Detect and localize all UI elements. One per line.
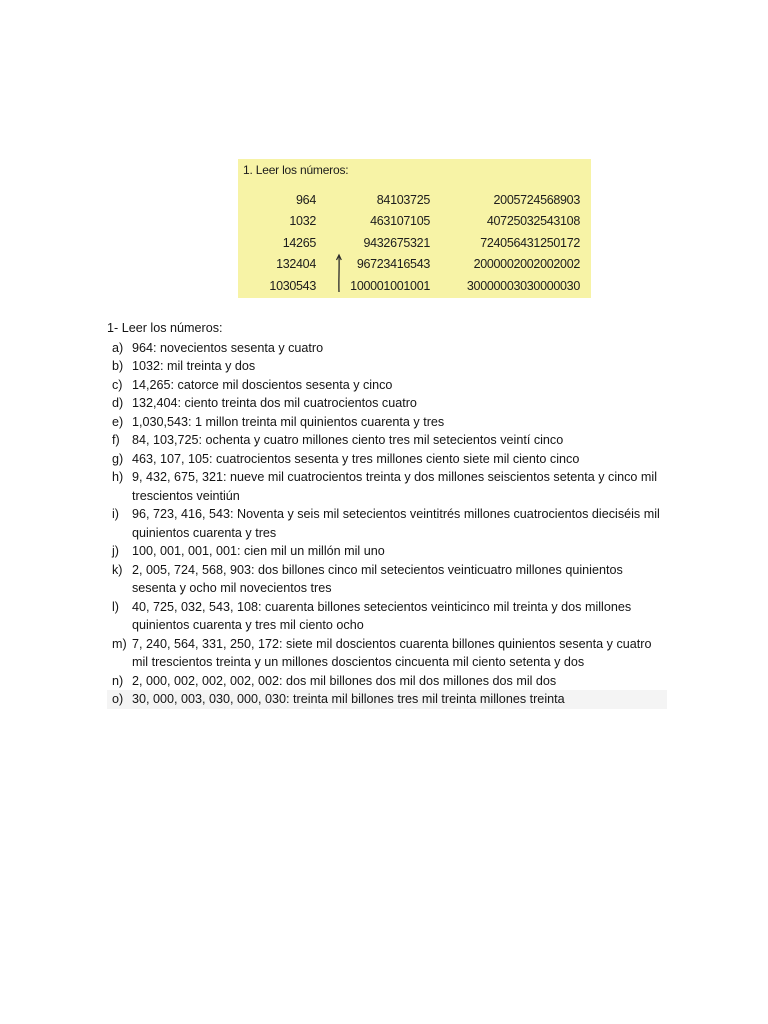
number-cell: 100001001001 bbox=[350, 278, 430, 293]
number-cell: 14265 bbox=[282, 235, 316, 250]
answer-item bbox=[107, 542, 667, 561]
answer-letter: m) bbox=[112, 636, 127, 651]
answer-item bbox=[107, 413, 667, 432]
answer-text: 1032: mil treinta y dos bbox=[132, 359, 256, 373]
answer-item bbox=[107, 450, 667, 469]
answer-text: 14,265: catorce mil doscientos sesenta y cinco bbox=[132, 377, 393, 392]
number-cell: 1032 bbox=[289, 214, 316, 229]
answer-item bbox=[107, 635, 667, 672]
answer-text: 100, 001, 001, 001: cien mil un millón mil uno bbox=[132, 544, 385, 558]
answer-text: 2, 000, 002, 002, 002, 002: dos mil billones dos mil dos millones dos mil dos bbox=[132, 673, 557, 688]
answer-text: 964: novecientos sesenta y cuatro bbox=[132, 340, 324, 355]
answer-item bbox=[107, 431, 667, 450]
number-cell: 132404 bbox=[276, 257, 316, 272]
answer-text: 7, 240, 564, 331, 250, 172: siete mil doscientos cuarenta billones quinientos sesenta y cuatro mil trescientos treinta y un millones doscientos cincuenta mil ciento setenta y dos bbox=[132, 636, 652, 669]
answer-text: 1,030,543: 1 millon treinta mil quinientos cuarenta y tres bbox=[132, 414, 445, 429]
answer-text: 9, 432, 675, 321: nueve mil cuatrocientos treinta y dos millones seiscientos setenta y cinco mil trescientos veintiún bbox=[132, 470, 658, 503]
numbers-row bbox=[238, 189, 591, 211]
answer-item bbox=[107, 376, 667, 395]
answer-text: 463, 107, 105: cuatrocientos sesenta y tres millones ciento siete mil ciento cinco bbox=[132, 451, 580, 466]
answer-letter: l) bbox=[112, 599, 119, 614]
answer-letter: g) bbox=[112, 451, 124, 466]
answer-item bbox=[107, 690, 667, 709]
answer-letter: f) bbox=[112, 433, 120, 447]
numbers-table bbox=[238, 189, 591, 297]
answers-section bbox=[107, 319, 667, 709]
answer-letter: b) bbox=[112, 359, 124, 373]
answer-letter: a) bbox=[112, 340, 124, 355]
number-cell: 2000002002002002 bbox=[473, 257, 580, 272]
answer-letter: i) bbox=[112, 507, 119, 521]
answers-heading: 1- Leer los números: bbox=[107, 321, 223, 335]
exercise-image bbox=[238, 159, 591, 298]
answer-text: 132,404: ciento treinta dos mil cuatrocientos cuatro bbox=[132, 396, 417, 410]
number-cell: 30000003030000030 bbox=[466, 278, 580, 293]
answer-text: 40, 725, 032, 543, 108: cuarenta billones setecientos veinticinco mil treinta y dos millones quinientos cuarenta y tres mil ciento ocho bbox=[132, 599, 632, 632]
answer-letter: d) bbox=[112, 396, 124, 410]
answer-letter: o) bbox=[112, 692, 124, 706]
answer-letter: k) bbox=[112, 562, 123, 577]
answer-text: 96, 723, 416, 543: Noventa y seis mil setecientos veintitrés millones cuatrocientos dieciséis mil quinientos cuarenta y tres bbox=[132, 507, 660, 540]
number-cell: 96723416543 bbox=[356, 257, 430, 272]
answer-item bbox=[107, 598, 667, 635]
number-cell: 9432675321 bbox=[363, 235, 430, 250]
pen-arrow-icon bbox=[335, 253, 343, 293]
answer-text: 84, 103,725: ochenta y cuatro millones ciento tres mil setecientos veintí cinco bbox=[132, 433, 564, 447]
answer-item bbox=[107, 505, 667, 542]
answer-letter: h) bbox=[112, 470, 124, 484]
number-cell: 40725032543108 bbox=[486, 214, 580, 229]
number-cell: 2005724568903 bbox=[493, 192, 580, 207]
exercise-title: 1. Leer los números: bbox=[243, 163, 349, 177]
answer-text: 2, 005, 724, 568, 903: dos billones cinco mil setecientos veinticuatro millones quinientos sesenta y ocho mil novecientos tres bbox=[132, 562, 623, 595]
answer-letter: j) bbox=[112, 544, 119, 558]
numbers-row bbox=[238, 275, 591, 297]
number-cell: 724056431250172 bbox=[480, 235, 580, 250]
numbers-row bbox=[238, 211, 591, 233]
answer-item bbox=[107, 468, 667, 505]
number-cell: 964 bbox=[296, 192, 316, 207]
number-cell: 84103725 bbox=[376, 192, 430, 207]
numbers-row bbox=[238, 232, 591, 254]
answer-item bbox=[107, 561, 667, 598]
answer-item bbox=[107, 672, 667, 691]
answer-letter: c) bbox=[112, 377, 123, 392]
answer-letter: e) bbox=[112, 414, 124, 429]
number-cell: 1030543 bbox=[269, 278, 316, 293]
number-cell: 463107105 bbox=[370, 214, 430, 229]
answer-item bbox=[107, 339, 667, 358]
answer-item bbox=[107, 357, 667, 376]
answer-text: 30, 000, 003, 030, 000, 030: treinta mil billones tres mil treinta millones treinta bbox=[132, 692, 565, 706]
numbers-row bbox=[238, 254, 591, 276]
answer-letter: n) bbox=[112, 673, 124, 688]
answer-item bbox=[107, 394, 667, 413]
